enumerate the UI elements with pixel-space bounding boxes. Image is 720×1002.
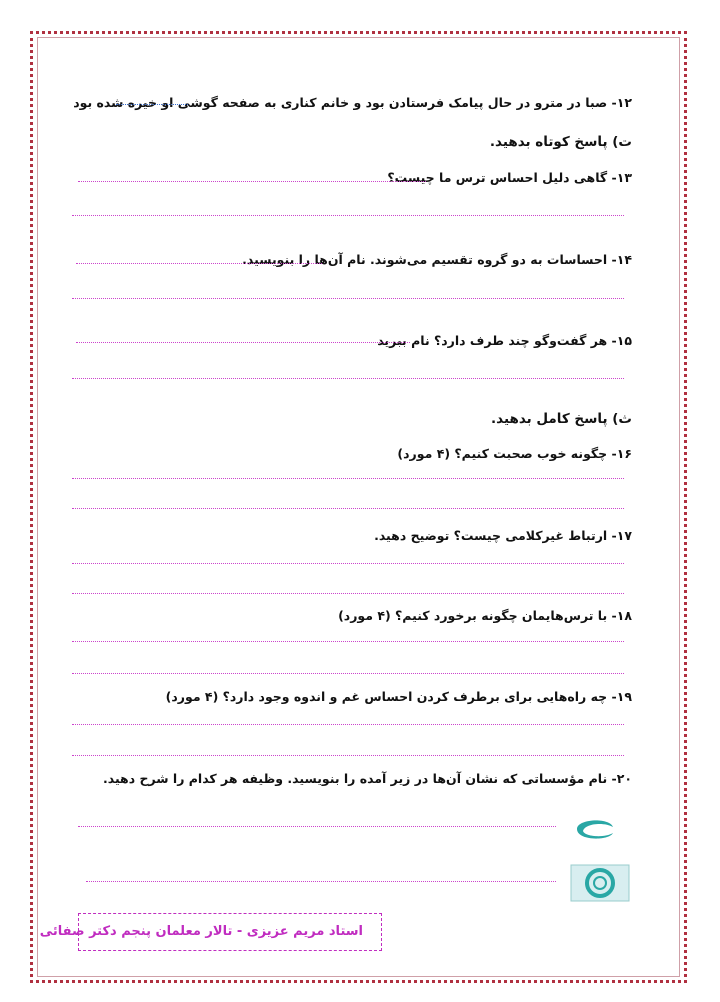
question-12: ۱۲- صبا در مترو در حال پیامک فرستادن بود و خانم کناری به صفحه گوشی او خیره شده بود — [73, 95, 632, 110]
question-13: ۱۳- گاهی دلیل احساس ترس ما چیست؟ — [387, 170, 632, 185]
answer-line-12[interactable] — [116, 104, 188, 105]
question-17: ۱۷- ارتباط غیرکلامی چیست؟ توضیح دهید. — [374, 528, 632, 543]
answer-line-14a[interactable] — [76, 263, 322, 264]
question-19: ۱۹- چه راه‌هایی برای برطرف کردن احساس غم و اندوه وجود دارد؟ (۴ مورد) — [165, 689, 632, 704]
answer-line-13a[interactable] — [78, 181, 426, 182]
answer-line-16b[interactable] — [72, 508, 624, 509]
question-18: ۱۸- با ترس‌هایمان چگونه برخورد کنیم؟ (۴ مورد) — [338, 608, 632, 623]
question-15: ۱۵- هر گفت‌وگو چند طرف دارد؟ نام ببرید — [377, 333, 632, 348]
answer-line-17a[interactable] — [72, 563, 624, 564]
section-short-answer-heading: ت) پاسخ کوتاه بدهید. — [489, 134, 632, 150]
answer-line-20a[interactable] — [78, 826, 556, 827]
answer-line-13b[interactable] — [72, 215, 624, 216]
answer-line-15b[interactable] — [72, 378, 624, 379]
answer-line-18a[interactable] — [72, 641, 624, 642]
answer-line-19a[interactable] — [72, 724, 624, 725]
footer-credit-box — [39, 913, 382, 951]
answer-line-15a[interactable] — [76, 342, 410, 343]
ring-logo-icon — [570, 864, 630, 902]
answer-line-17b[interactable] — [72, 593, 624, 594]
answer-line-18b[interactable] — [72, 673, 624, 674]
answer-line-16a[interactable] — [72, 478, 624, 479]
answer-line-19b[interactable] — [72, 755, 624, 756]
section-full-answer-heading: ث) پاسخ کامل بدهید. — [491, 411, 632, 427]
question-20: ۲۰- نام مؤسساتی که نشان آن‌ها در زیر آمده را بنویسید. وظیفه هر کدام را شرح دهید. — [102, 771, 632, 786]
crescent-logo-icon — [569, 813, 619, 843]
footer-credit: استاد مریم عزیزی - تالار معلمان پنجم دکتر صفائی — [39, 924, 363, 939]
question-14: ۱۴- احساسات به دو گروه تقسیم می‌شوند. نام آن‌ها را بنویسید. — [242, 252, 632, 267]
question-16: ۱۶- چگونه خوب صحبت کنیم؟ (۴ مورد) — [397, 446, 632, 461]
answer-line-14b[interactable] — [72, 298, 624, 299]
answer-line-20b[interactable] — [86, 881, 556, 882]
